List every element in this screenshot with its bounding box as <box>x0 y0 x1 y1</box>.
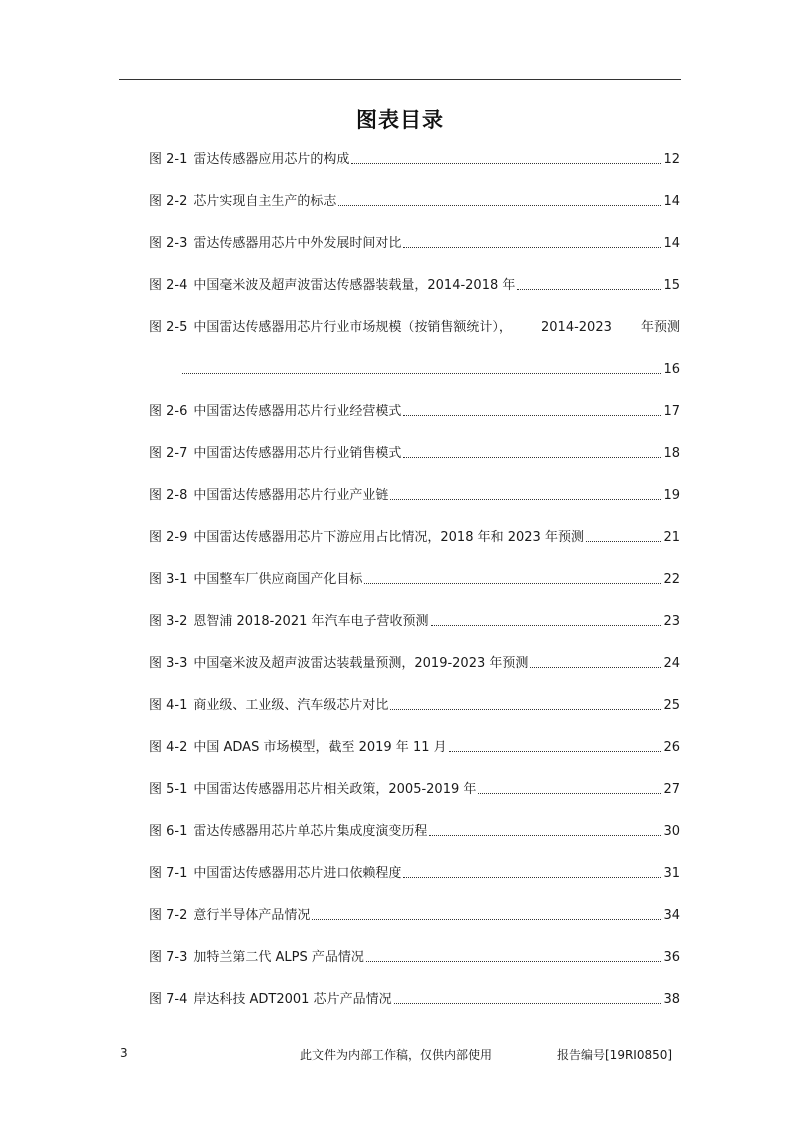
toc-entry[interactable] <box>149 988 680 1008</box>
leader-dots <box>312 919 661 920</box>
figure-caption: 商业级、工业级、汽车级芯片对比 <box>193 698 389 713</box>
figure-caption: 雷达传感器用芯片单芯片集成度演变历程 <box>193 824 428 839</box>
page-number: 36 <box>663 950 680 965</box>
footer-confidential-note: 此文件为内部工作稿，仅供内部使用 <box>300 1048 493 1062</box>
figure-caption: 雷达传感器应用芯片的构成 <box>193 152 350 167</box>
page-number: 31 <box>663 866 680 881</box>
page-number: 24 <box>663 656 680 671</box>
figure-list <box>149 0 680 1020</box>
figure-number: 图 7-3 <box>149 950 188 965</box>
figure-caption: 芯片实现自主生产的标志 <box>193 194 337 209</box>
toc-entry[interactable] <box>149 232 680 252</box>
leader-dots <box>449 751 662 752</box>
page-number: 15 <box>663 278 680 293</box>
figure-number: 图 2-7 <box>149 446 188 461</box>
page-number: 19 <box>663 488 680 503</box>
leader-dots <box>429 835 661 836</box>
toc-entry[interactable] <box>149 400 680 420</box>
leader-dots <box>338 205 661 206</box>
toc-entry[interactable] <box>149 442 680 462</box>
leader-dots <box>403 247 661 248</box>
figure-number: 图 2-5 <box>149 320 188 335</box>
figure-caption: 中国雷达传感器用芯片行业销售模式 <box>193 446 402 461</box>
figure-number: 图 4-2 <box>149 740 188 755</box>
figure-caption-years: 2014-2023 <box>541 320 612 335</box>
leader-dots <box>403 877 661 878</box>
leader-dots <box>403 457 661 458</box>
toc-entry[interactable] <box>149 148 680 168</box>
toc-entry[interactable] <box>149 820 680 840</box>
figure-caption: 加特兰第二代 ALPS 产品情况 <box>193 950 364 965</box>
figure-number: 图 5-1 <box>149 782 188 797</box>
toc-entry[interactable] <box>149 274 680 294</box>
toc-entry[interactable] <box>149 484 680 504</box>
figure-caption: 中国 ADAS 市场模型，截至 2019 年 11 月 <box>193 740 447 755</box>
page-number: 22 <box>663 572 680 587</box>
figure-caption: 中国雷达传感器用芯片行业产业链 <box>193 488 389 503</box>
page-number: 17 <box>663 404 680 419</box>
page-number: 12 <box>663 152 680 167</box>
footer-report-number: 报告编号[19RI0850] <box>557 1048 673 1062</box>
figure-number: 图 7-2 <box>149 908 188 923</box>
page-number: 30 <box>663 824 680 839</box>
toc-entry[interactable] <box>149 610 680 630</box>
figure-caption: 岸达科技 ADT2001 芯片产品情况 <box>193 992 392 1007</box>
toc-entry-wrapped[interactable] <box>149 316 680 336</box>
figure-number: 图 3-1 <box>149 572 188 587</box>
figure-caption: 中国雷达传感器用芯片下游应用占比情况，2018 年和 2023 年预测 <box>193 530 584 545</box>
figure-caption: 意行半导体产品情况 <box>193 908 311 923</box>
page-number: 14 <box>663 236 680 251</box>
leader-dots <box>530 667 661 668</box>
figure-number: 图 4-1 <box>149 698 188 713</box>
leader-dots <box>366 961 662 962</box>
toc-entry-continuation[interactable] <box>180 358 680 378</box>
page-number: 27 <box>663 782 680 797</box>
leader-dots <box>351 163 661 164</box>
figure-caption: 中国毫米波及超声波雷达传感器装载量，2014-2018 年 <box>193 278 516 293</box>
figure-number: 图 2-2 <box>149 194 188 209</box>
toc-entry[interactable] <box>149 526 680 546</box>
figure-caption: 中国毫米波及超声波雷达装载量预测，2019-2023 年预测 <box>193 656 529 671</box>
leader-dots <box>586 541 662 542</box>
figure-caption: 中国雷达传感器用芯片相关政策，2005-2019 年 <box>193 782 477 797</box>
page-number: 16 <box>663 362 680 377</box>
figure-number: 图 2-4 <box>149 278 188 293</box>
leader-dots <box>182 373 661 374</box>
page-number: 26 <box>663 740 680 755</box>
figure-number: 图 3-2 <box>149 614 188 629</box>
toc-entry[interactable] <box>149 652 680 672</box>
figure-number: 图 7-1 <box>149 866 188 881</box>
page-number: 34 <box>663 908 680 923</box>
figure-caption: 中国雷达传感器用芯片进口依赖程度 <box>193 866 402 881</box>
leader-dots <box>390 499 661 500</box>
toc-entry[interactable] <box>149 904 680 924</box>
figure-number: 图 6-1 <box>149 824 188 839</box>
toc-entry[interactable] <box>149 736 680 756</box>
figure-caption: 中国雷达传感器用芯片行业经营模式 <box>193 404 402 419</box>
toc-entry[interactable] <box>149 190 680 210</box>
figure-number: 图 7-4 <box>149 992 188 1007</box>
leader-dots <box>403 415 661 416</box>
page-number: 25 <box>663 698 680 713</box>
leader-dots <box>517 289 661 290</box>
toc-entry[interactable] <box>149 568 680 588</box>
figure-caption: 中国雷达传感器用芯片行业市场规模（按销售额统计）， <box>193 320 512 335</box>
page-number: 23 <box>663 614 680 629</box>
toc-entry[interactable] <box>149 862 680 882</box>
figure-number: 图 2-3 <box>149 236 188 251</box>
figure-number: 图 2-9 <box>149 530 188 545</box>
toc-entry[interactable] <box>149 778 680 798</box>
figure-caption: 中国整车厂供应商国产化目标 <box>193 572 363 587</box>
page-number: 18 <box>663 446 680 461</box>
page-number: 14 <box>663 194 680 209</box>
figure-number: 图 3-3 <box>149 656 188 671</box>
leader-dots <box>390 709 661 710</box>
toc-entry[interactable] <box>149 946 680 966</box>
footer-page-number: 3 <box>120 1046 128 1060</box>
toc-entry[interactable] <box>149 694 680 714</box>
figure-caption: 恩智浦 2018-2021 年汽车电子营收预测 <box>193 614 429 629</box>
figure-number: 图 2-8 <box>149 488 188 503</box>
leader-dots <box>431 625 662 626</box>
figure-number: 图 2-1 <box>149 152 188 167</box>
leader-dots <box>478 793 661 794</box>
figure-caption-tail: 年预测 <box>640 320 680 335</box>
page-number: 38 <box>663 992 680 1007</box>
leader-dots <box>394 1003 662 1004</box>
figure-caption: 雷达传感器用芯片中外发展时间对比 <box>193 236 402 251</box>
page-number: 21 <box>663 530 680 545</box>
figure-number: 图 2-6 <box>149 404 188 419</box>
leader-dots <box>364 583 661 584</box>
page-title: 图表目录 <box>356 108 444 132</box>
